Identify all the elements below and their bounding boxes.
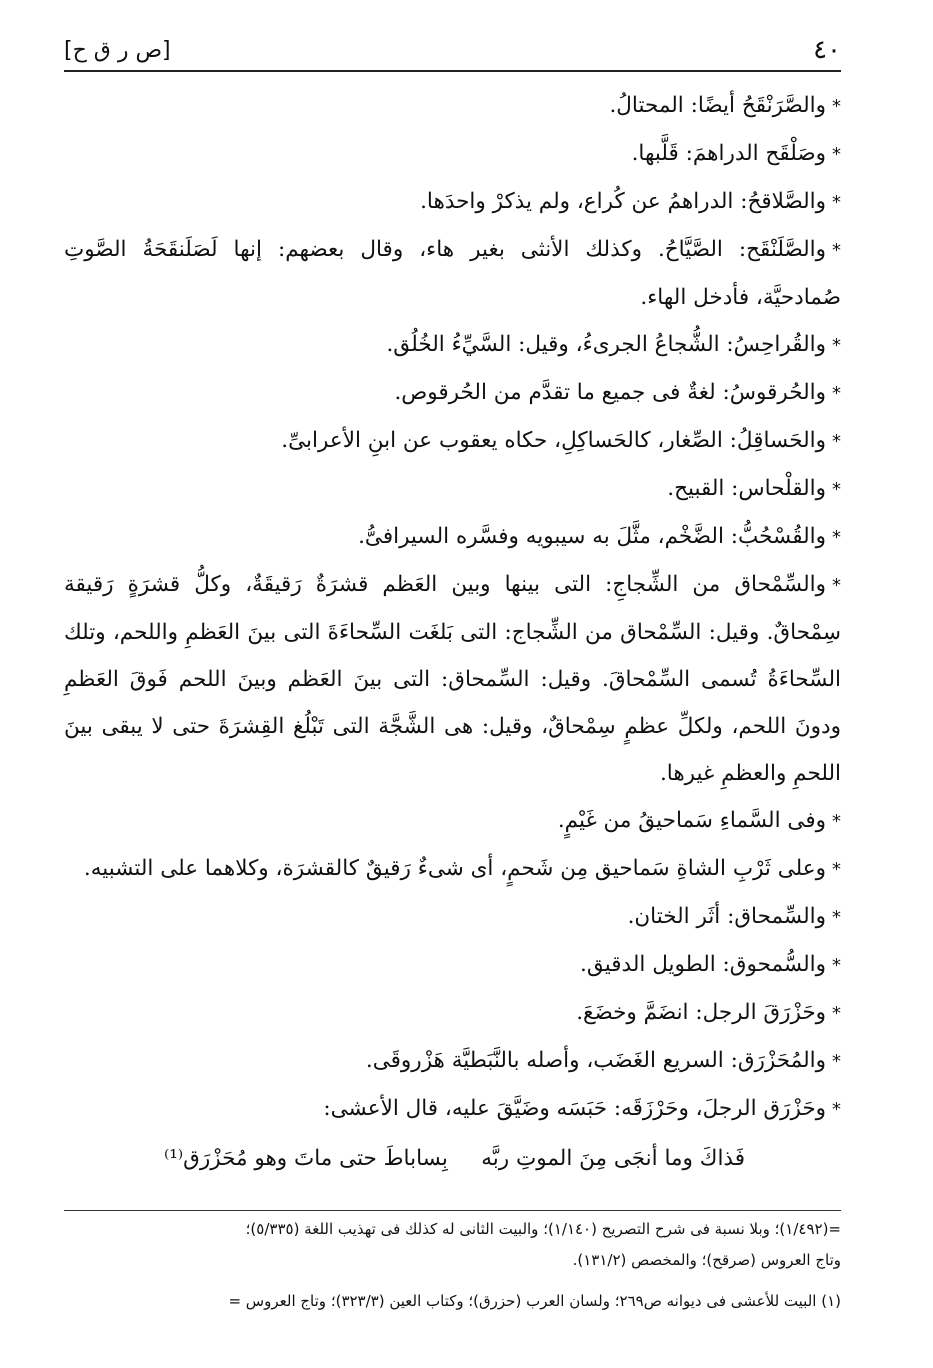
bullet-star-icon: * (832, 859, 841, 880)
entry-qilhas (64, 465, 841, 513)
footnotes (64, 1214, 841, 1317)
entry-text: والصَّرَنْقَحُ أيضًا: المحتالُ. (609, 93, 826, 118)
bullet-star-icon: * (832, 144, 841, 165)
entry-text: والسُّمحوق: الطويل الدقيق. (580, 952, 826, 977)
entry-text: وحَزْرَقَ الرجل: انضَمَّ وخضَعَ. (576, 1000, 826, 1025)
verse-hemistich-first: فَذاكَ وما أنجَى مِنَ الموتِ ربَّه (481, 1146, 745, 1171)
bullet-star-icon: * (832, 431, 841, 452)
entry-text: والقُسْحُبُّ: الضَّخْم، مثَّلَ به سيبويه وفسَّره السيرافىُّ. (358, 524, 826, 549)
footnote-continuation-line: =(١/٤٩٢)؛ وبلا نسبة فى شرح التصريح (١/١٤٠)؛ والبيت الثانى له كذلك فى تهذيب اللغة (٥/٣٣٥)؛ (245, 1220, 841, 1238)
bullet-star-icon: * (832, 1051, 841, 1072)
root-label: [ص ر ق ح] (64, 37, 171, 63)
entry-text: والسِّمحاق: أثَر الختان. (627, 904, 826, 929)
page-number: ٤٠ (813, 35, 841, 65)
entry-simhaq (64, 561, 841, 797)
bullet-star-icon: * (832, 383, 841, 404)
bullet-star-icon: * (832, 335, 841, 356)
entry-samahiq-fat (64, 845, 841, 893)
entry-qurahis (64, 321, 841, 369)
entry-muhazraq (64, 1037, 841, 1085)
entry-text: والصَّلاقحُ: الدراهمُ عن كُراع، ولم يذكرْ واحدَها. (420, 189, 826, 214)
entry-text: والقُراحِسُ: الشُّجاعُ الجرىءُ، وقيل: السَّيِّءُ الخُلُق. (386, 332, 826, 357)
entry-hurqus (64, 369, 841, 417)
entry-text: وحَزْرَق الرجلَ، وحَرْزَقَه: حَبَسَه وضَيَّقَ عليه، قال الأعشى: (323, 1096, 826, 1121)
entry-text: وفى السَّماءِ سَماحيقُ من غَيْمٍ. (557, 808, 826, 833)
entry-text: والصَّلَنْقَح: الصَّيَّاحُ. وكذلك الأنثى بغير هاء، وقال بعضهم: إنها لَصَلَنقَحَةُ الصَّوتِ صُمادحيَّة، فأدخل الهاء. (64, 237, 841, 310)
entry-sarankah (64, 82, 841, 130)
entry-hazraqa (64, 989, 841, 1037)
entry-qushubb (64, 513, 841, 561)
entry-text: والمُحَزْرَق: السريع الغَضَب، وأصله بالنَّبَطيَّة هَزْروقَى. (365, 1048, 826, 1073)
page-header (64, 30, 841, 72)
bullet-star-icon: * (832, 192, 841, 213)
bullet-star-icon: * (832, 575, 841, 596)
bullet-star-icon: * (832, 811, 841, 832)
entry-text: وصَلْقَح الدراهمَ: قَلَّبها. (631, 141, 826, 166)
poetry-verse (164, 1133, 745, 1185)
entry-salaqih (64, 178, 841, 226)
entry-salqah (64, 130, 841, 178)
entry-text: وعلى ثَرْبِ الشاةِ سَماحيق مِن شَحمٍ، أى شىءٌ رَقيقٌ كالقشرَة، وكلاهما على التشبيه. (83, 856, 826, 881)
main-text (64, 82, 841, 1185)
entry-text: والسِّمْحاق من الشِّجاجِ: التى بينها وبين العَظم قشرَةٌ رَقيقَةٌ، وكلُّ قشرَةٍ رَقيقة سِمْحاقٌ. وقيل: السِّمْحاق من الشِّجاج: التى بَلغَت السِّحاءَةَ التى بينَ العَظمِ واللحم، وتلك السِّحاءَةُ تُسمى السِّمْحاقَ. وقيل: السِّمحاق: التى بينَ العَظم وبينَ اللحم فَوقَ العَظمِ ودونَ اللحم، ولكلِّ عظمٍ سِمْحاقٌ، وقيل: هى الشَّجَّة التى تَبْلُغ القِشرَةَ حتى لا يبقى بينَ اللحمِ والعظمِ غيرها. (64, 572, 841, 786)
bullet-star-icon: * (832, 527, 841, 548)
footnote-divider (64, 1210, 841, 1211)
entry-text: والحَساقِلُ: الصِّغار، كالحَساكِلِ، حكاه يعقوب عن ابنِ الأعرابىِّ. (281, 428, 826, 453)
entry-simhaq-khitan (64, 893, 841, 941)
bullet-star-icon: * (832, 955, 841, 976)
footnote-continuation-line: وتاج العروس (صرقح)؛ والمخصص (١٣١/٢). (572, 1251, 841, 1269)
entry-text: والقلْحاس: القبيح. (667, 476, 826, 501)
bullet-star-icon: * (832, 96, 841, 117)
bullet-star-icon: * (832, 240, 841, 261)
entry-salanqah (64, 226, 841, 321)
bullet-star-icon: * (832, 907, 841, 928)
entry-hasaqil (64, 417, 841, 465)
entry-hazraqa-rajul (64, 1085, 841, 1133)
entry-sumhuq (64, 941, 841, 989)
bullet-star-icon: * (832, 1003, 841, 1024)
entry-samahiq-sky (64, 797, 841, 845)
bullet-star-icon: * (832, 479, 841, 500)
entry-text: والحُرقوسُ: لغةٌ فى جميع ما تقدَّم من الحُرقوص. (394, 380, 826, 405)
bullet-star-icon: * (832, 1099, 841, 1120)
footnote-1: (١) البيت للأعشى فى ديوانه ص٢٦٩؛ ولسان العرب (حزرق)؛ وكتاب العين (٣٢٣/٣)؛ وتاج العروس = (228, 1292, 841, 1310)
verse-hemistich-second: بِساباطَ حتى ماتَ وهو مُحَزْرَق⁽¹⁾ (164, 1146, 448, 1171)
